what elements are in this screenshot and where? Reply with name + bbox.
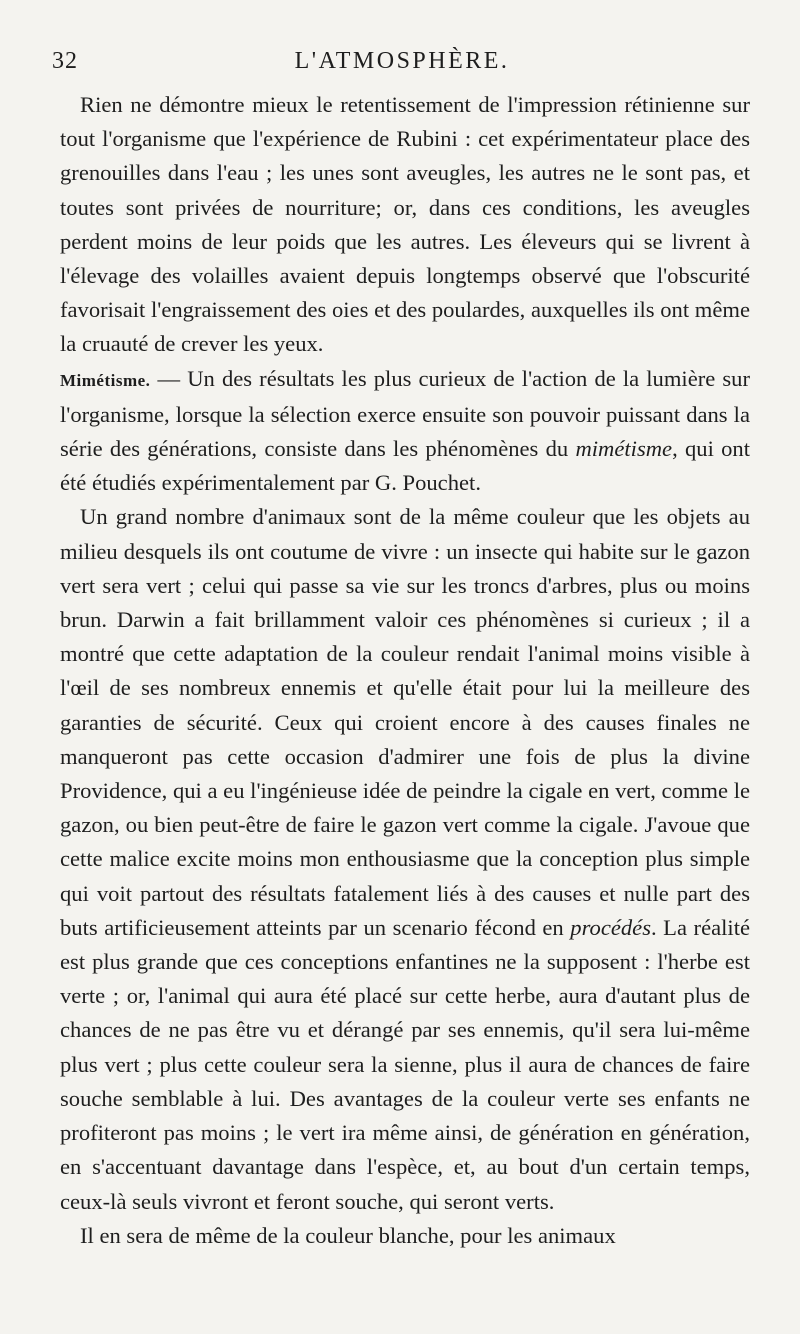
paragraph-mimetisme — [60, 362, 750, 501]
paragraph — [60, 500, 750, 1218]
italic-term: mimétisme — [575, 436, 673, 462]
page-header — [52, 48, 752, 82]
paragraph-text: Un grand nombre d'animaux sont de la même couleur que les objets au milieu desquels ils ont coutume de vivre : un insecte qui habite sur le gazon vert sera vert ; celui qui passe sa vie sur les troncs d'arbres, plus ou moins brun. Darwin a fait brillamment valoir ces phénomènes si curieux ; il a montré que cette adaptation de la couleur rendait l'animal moins visible à l'œil de ses nombreux ennemis et qu'elle était pour lui la meilleure des garanties de sécurité. Ceux qui croient encore à des causes finales ne manqueront pas cette occasion d'admirer une fois de plus la divine Providence, qui a eu l'ingénieuse idée de peindre la cigale en vert, comme le gazon, ou bien peut-être de faire le gazon vert comme la cigale. J'avoue que cette malice excite moins mon enthousiasme que la conception plus simple qui voit partout des résultats fatalement liés à des causes et nulle part des buts artificieusement atteints par un scenario fécond en — [60, 504, 750, 940]
running-title: L'ATMOSPHÈRE. — [294, 48, 510, 74]
paragraph: Rien ne démontre mieux le retentissement de l'impression rétinienne sur tout l'organisme que l'expérience de Rubini : cet expérimentateur place des grenouilles dans l'eau ; les unes sont aveugles, les autres ne le sont pas, et toutes sont privées de nourriture; or, dans ces conditions, les aveugles perdent moins de leur poids que les autres. Les éleveurs qui se livrent à l'élevage des volailles avaient depuis longtemps observé que l'obscurité favorisait l'engraissement des oies et des poulardes, auxquelles ils ont même la cruauté de crever les yeux. — [60, 92, 750, 357]
paragraph-text: . La réalité est plus grande que ces conceptions enfantines ne la supposent : l'herbe est verte ; or, l'animal qui aura été placé sur cette herbe, aura d'autant plus de chances de ne pas être vu et dérangé par ses ennemis, qu'il sera lui-même plus vert ; plus cette couleur sera la sienne, plus il aura de chances de faire souche semblable à lui. Des avantages de la couleur verte ses enfants ne profiteront pas moins ; le vert ira même ainsi, de génération en génération, en s'accentuant davantage dans l'espèce, et, au bout d'un certain temps, ceux-là seuls vivront et feront souche, qui seront verts. — [60, 914, 750, 1214]
page-number: 32 — [52, 48, 78, 74]
body-text — [60, 88, 750, 1253]
paragraph-text: — Un des résultats les plus curieux de l'action de la lumière sur l'organisme, lorsque la sélection exerce ensuite son pouvoir puissant dans la série des générations, consiste dans les phénomènes du — [60, 365, 750, 462]
paragraph: Il en sera de même de la couleur blanche, pour les animaux — [80, 1222, 616, 1248]
paragraph-text: , qui ont été étudiés expérimentalement par G. Pouchet. — [60, 436, 750, 496]
section-heading: Mimétisme. — [60, 370, 151, 390]
italic-term: procédés — [570, 914, 651, 940]
